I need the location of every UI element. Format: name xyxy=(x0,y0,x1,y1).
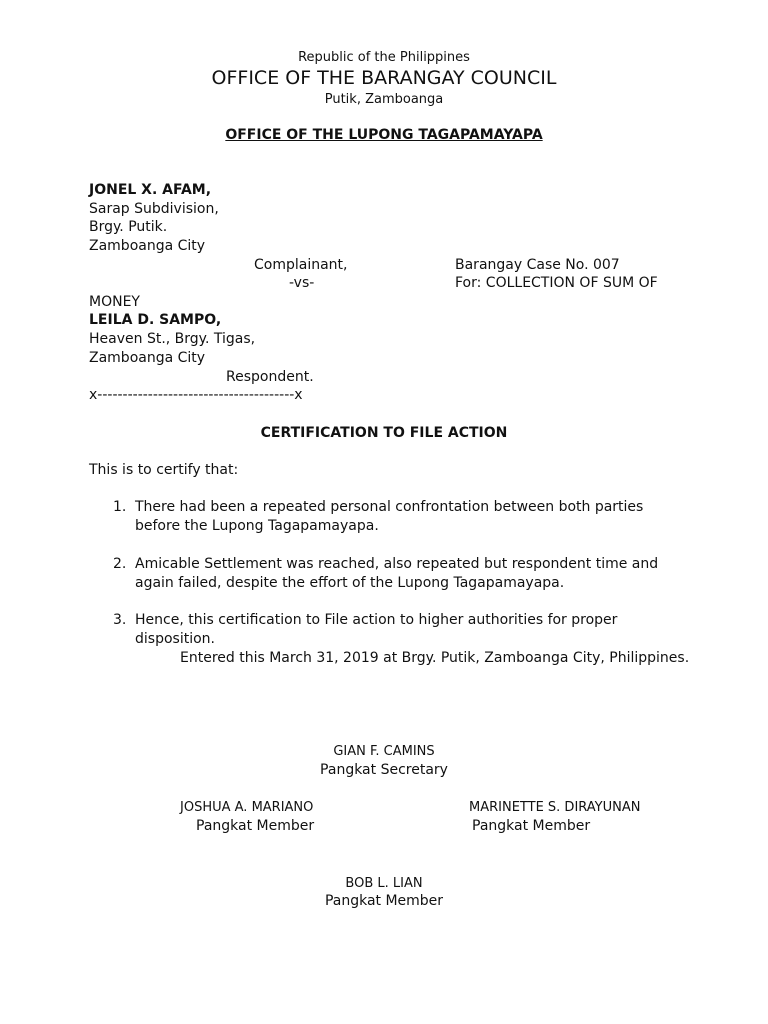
list-item-number: 3. xyxy=(113,612,127,628)
place-line: Putik, Zamboanga xyxy=(324,92,444,107)
republic-line: Republic of the Philippines xyxy=(298,50,470,65)
complainant-address-line: Zamboanga City xyxy=(89,238,206,254)
respondent-role: Respondent. xyxy=(226,369,314,385)
secretary-name: GIAN F. CAMINS xyxy=(333,744,435,759)
certification-title: CERTIFICATION TO FILE ACTION xyxy=(260,425,508,441)
list-item-text: Amicable Settlement was reached, also repeated but respondent time and again failed, despite the effort of the Lupong Tagapamayapa. xyxy=(135,556,659,591)
respondent-name: LEILA D. SAMPO, xyxy=(89,312,222,328)
member-bottom-title: Pangkat Member xyxy=(324,893,444,909)
list-item-text: There had been a repeated personal confrontation between both parties before the Lupong Tagapamayapa. xyxy=(135,499,644,534)
list-item-number: 2. xyxy=(113,556,127,572)
case-subject: For: COLLECTION OF SUM OF xyxy=(455,275,658,291)
respondent-address-line: Zamboanga City xyxy=(89,350,206,366)
secretary-title: Pangkat Secretary xyxy=(320,762,448,778)
office-title: OFFICE OF THE BARANGAY COUNCIL xyxy=(211,67,557,89)
list-item-text: Hence, this certification to File action to higher authorities for proper disposition. xyxy=(135,612,618,647)
member-bottom-name: BOB L. LIAN xyxy=(345,876,423,891)
case-number: Barangay Case No. 007 xyxy=(455,257,620,273)
intro-text: This is to certify that: xyxy=(89,462,239,478)
lupon-heading: OFFICE OF THE LUPONG TAGAPAMAYAPA xyxy=(225,127,543,143)
list-item-number: 1. xyxy=(113,499,127,515)
member-right-name: MARINETTE S. DIRAYUNAN xyxy=(469,800,641,815)
complainant-address-line: Sarap Subdivision, xyxy=(89,201,219,217)
complainant-name: JONEL X. AFAM, xyxy=(89,182,212,198)
case-subject-continued: MONEY xyxy=(89,294,140,310)
respondent-address-line: Heaven St., Brgy. Tigas, xyxy=(89,331,256,347)
complainant-role: Complainant, xyxy=(254,257,348,273)
entered-statement: Entered this March 31, 2019 at Brgy. Putik, Zamboanga City, Philippines. xyxy=(180,650,690,666)
versus-label: -vs- xyxy=(289,275,315,291)
member-left-title: Pangkat Member xyxy=(196,818,315,834)
separator-line: x---------------------------------------x xyxy=(89,387,303,403)
complainant-address-line: Brgy. Putik. xyxy=(89,219,168,235)
member-left-name: JOSHUA A. MARIANO xyxy=(180,800,314,815)
member-right-title: Pangkat Member xyxy=(472,818,591,834)
